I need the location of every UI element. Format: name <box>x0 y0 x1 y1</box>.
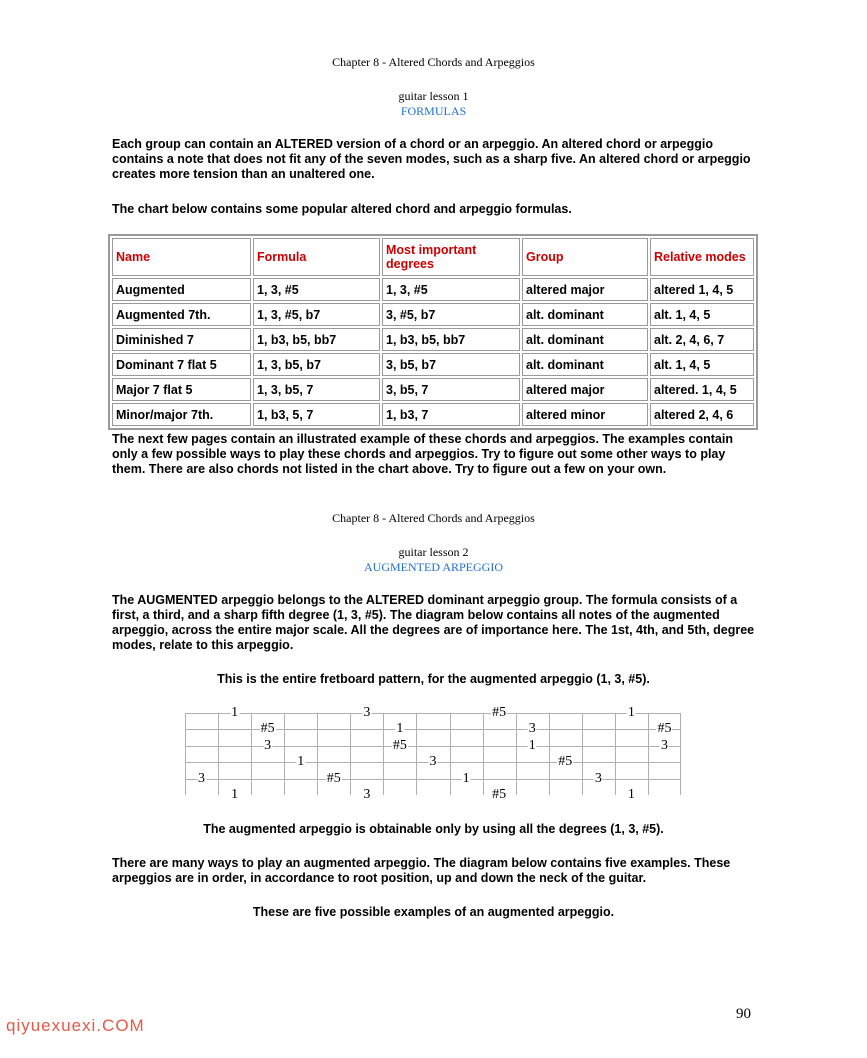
fretboard-note: #5 <box>558 754 573 770</box>
fretboard-note: 3 <box>363 787 371 802</box>
cell-formula: 1, 3, #5, b7 <box>253 303 380 326</box>
cell-name: Dominant 7 flat 5 <box>112 353 251 376</box>
fretboard-note: #5 <box>326 770 341 786</box>
fretboard-note: #5 <box>492 787 507 802</box>
cell-relative-modes: altered 1, 4, 5 <box>650 278 754 301</box>
cell-important-degrees: 1, 3, #5 <box>382 278 520 301</box>
header-relative-modes: Relative modes <box>650 238 754 276</box>
chart-intro-paragraph: The chart below contains some popular altered chord and arpeggio formulas. <box>112 202 572 216</box>
lesson-title-augmented: AUGMENTED ARPEGGIO <box>364 560 503 574</box>
cell-relative-modes: altered 2, 4, 6 <box>650 403 754 426</box>
lesson-title-formulas: FORMULAS <box>400 104 467 118</box>
examples-paragraph: The next few pages contain an illustrated example of these chords and arpeggios. The examples contain only a few possible ways to play these chords and arpeggios. Try to figure out some other ways to play them. There are also chords not listed in the chart above. Try to figure out a few on your own. <box>112 432 733 476</box>
table-row <box>112 278 754 301</box>
fretboard-note: #5 <box>392 737 407 753</box>
header-group: Group <box>522 238 648 276</box>
five-examples-paragraph: There are many ways to play an augmented arpeggio. The diagram below contains five examples. These arpeggios are in order, in accordance to root position, up and down the neck of the guitar. <box>112 856 731 885</box>
table-row <box>112 328 754 351</box>
cell-name: Augmented 7th. <box>112 303 251 326</box>
fretboard-note: 1 <box>627 787 635 802</box>
augmented-degrees-caption: The augmented arpeggio is obtainable only by using all the degrees (1, 3, #5). <box>203 822 664 836</box>
fretboard-note: 1 <box>396 721 404 737</box>
fretboard-note: 3 <box>660 737 668 753</box>
cell-relative-modes: altered. 1, 4, 5 <box>650 378 754 401</box>
lesson-label-1: guitar lesson 1 <box>398 89 469 103</box>
cell-formula: 1, 3, b5, b7 <box>253 353 380 376</box>
cell-name: Minor/major 7th. <box>112 403 251 426</box>
cell-important-degrees: 3, #5, b7 <box>382 303 520 326</box>
table-row <box>112 378 754 401</box>
fretboard-note: 3 <box>528 721 536 737</box>
cell-formula: 1, b3, 5, 7 <box>253 403 380 426</box>
cell-formula: 1, 3, #5 <box>253 278 380 301</box>
fretboard-note: #5 <box>260 721 275 737</box>
lesson-label-2: guitar lesson 2 <box>398 545 469 559</box>
chapter-header-1: Chapter 8 - Altered Chords and Arpeggios <box>332 55 535 69</box>
cell-relative-modes: alt. 2, 4, 6, 7 <box>650 328 754 351</box>
fretboard-note: 1 <box>231 787 239 802</box>
fretboard-note: 3 <box>594 770 602 786</box>
cell-formula: 1, 3, b5, 7 <box>253 378 380 401</box>
table-row <box>112 353 754 376</box>
cell-important-degrees: 1, b3, b5, bb7 <box>382 328 520 351</box>
fretboard-note: 3 <box>429 754 437 770</box>
watermark-logo: qiyuexuexi.COM <box>6 1016 145 1035</box>
fretboard-note: 3 <box>264 737 272 753</box>
cell-group: alt. dominant <box>522 303 648 326</box>
cell-relative-modes: alt. 1, 4, 5 <box>650 303 754 326</box>
fretboard-note: 1 <box>462 770 470 786</box>
cell-important-degrees: 3, b5, b7 <box>382 353 520 376</box>
augmented-paragraph: The AUGMENTED arpeggio belongs to the ALTERED dominant arpeggio group. The formula consists of a first, a third, and a sharp fifth degree (1, 3, #5). The diagram below contains all notes of the augmented arpeggio, across the entire major scale. All the degrees are of importance here. The 1st, 4th, and 5th, degree modes, relate to this arpeggio. <box>112 593 755 652</box>
fretboard-caption: This is the entire fretboard pattern, for the augmented arpeggio (1, 3, #5). <box>217 672 650 686</box>
five-examples-caption: These are five possible examples of an augmented arpeggio. <box>252 905 615 919</box>
cell-important-degrees: 3, b5, 7 <box>382 378 520 401</box>
cell-name: Diminished 7 <box>112 328 251 351</box>
fretboard-note: #5 <box>657 721 672 737</box>
cell-group: alt. dominant <box>522 353 648 376</box>
fretboard-note: 3 <box>198 770 206 786</box>
chapter-header-2: Chapter 8 - Altered Chords and Arpeggios <box>332 511 535 525</box>
fretboard-note: 1 <box>627 705 635 720</box>
fretboard-note: 1 <box>297 754 305 770</box>
cell-group: alt. dominant <box>522 328 648 351</box>
cell-name: Major 7 flat 5 <box>112 378 251 401</box>
cell-relative-modes: alt. 1, 4, 5 <box>650 353 754 376</box>
formula-table <box>108 234 758 430</box>
cell-name: Augmented <box>112 278 251 301</box>
cell-group: altered major <box>522 278 648 301</box>
fretboard-note: 1 <box>528 737 536 753</box>
fretboard-note: 1 <box>231 705 239 720</box>
intro-paragraph: Each group can contain an ALTERED version of a chord or an arpeggio. An altered chord or arpeggio contains a note that does not fit any of the seven modes, such as a sharp five. An altered chord or arpeggio creates more tension than an unaltered one. <box>112 137 751 181</box>
fretboard-diagram <box>185 705 681 802</box>
cell-group: altered minor <box>522 403 648 426</box>
table-header-row <box>112 238 754 276</box>
fretboard-note: 3 <box>363 705 371 720</box>
header-name: Name <box>112 238 251 276</box>
table-row <box>112 303 754 326</box>
cell-formula: 1, b3, b5, bb7 <box>253 328 380 351</box>
fretboard-note: #5 <box>492 705 507 720</box>
header-formula: Formula <box>253 238 380 276</box>
cell-important-degrees: 1, b3, 7 <box>382 403 520 426</box>
table-row <box>112 403 754 426</box>
page-number: 90 <box>736 1006 751 1022</box>
header-important-degrees: Most important degrees <box>382 238 520 276</box>
cell-group: altered major <box>522 378 648 401</box>
